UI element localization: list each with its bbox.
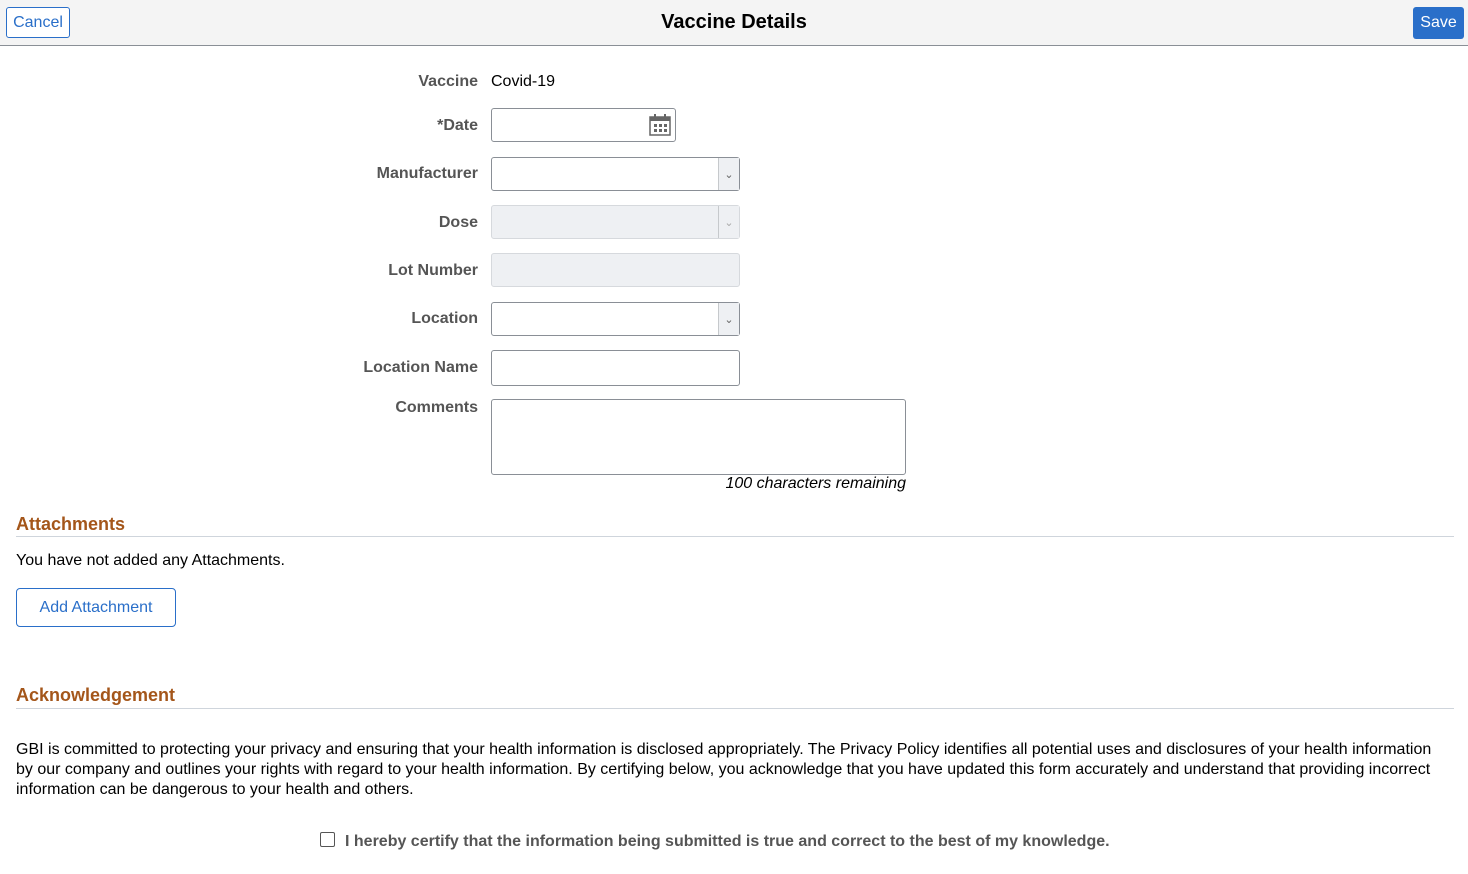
acknowledgement-heading: Acknowledgement — [16, 685, 176, 705]
comments-textarea[interactable] — [491, 399, 906, 475]
date-input[interactable] — [491, 108, 676, 142]
attachments-empty-text: You have not added any Attachments. — [16, 552, 285, 569]
add-attachment-button[interactable]: Add Attachment — [16, 588, 176, 627]
divider — [16, 536, 1454, 537]
location-name-input[interactable] — [491, 350, 740, 386]
dose-label: Dose — [438, 214, 478, 231]
certify-label[interactable]: I hereby certify that the information being submitted is true and correct to the best of my knowledge. — [345, 833, 1110, 850]
dose-select — [491, 205, 740, 239]
manufacturer-label: Manufacturer — [376, 165, 478, 182]
location-label: Location — [411, 310, 478, 327]
location-name-label: Location Name — [363, 359, 478, 376]
lot-number-label: Lot Number — [388, 262, 478, 279]
comments-label: Comments — [395, 399, 478, 416]
divider — [16, 708, 1454, 709]
vaccine-value: Covid-19 — [491, 73, 556, 90]
page-title: Vaccine Details — [661, 11, 807, 33]
lot-number-input — [491, 253, 740, 287]
cancel-button[interactable]: Cancel — [6, 7, 70, 38]
certify-checkbox[interactable] — [320, 832, 335, 847]
header-bar — [0, 0, 1468, 46]
chevron-down-icon: ⌄ — [718, 158, 739, 190]
calendar-icon[interactable] — [649, 114, 671, 136]
vaccine-label: Vaccine — [418, 73, 478, 90]
date-label: *Date — [437, 117, 478, 134]
chars-remaining: 100 characters remaining — [725, 475, 906, 492]
save-button[interactable]: Save — [1413, 7, 1464, 39]
acknowledgement-text: GBI is committed to protecting your privacy and ensuring that your health information is disclosed appropriately. The Privacy Policy identifies all potential uses and disclosures of your health information by our company and outlines your rights with regard to your health information. By certifying below, you acknowledge that you have updated this form accurately and understand that providing incorrect information can be dangerous to your health and others. — [16, 741, 1432, 798]
attachments-heading: Attachments — [16, 514, 126, 534]
chevron-down-icon: ⌄ — [718, 206, 739, 238]
location-select[interactable] — [491, 302, 740, 336]
manufacturer-select[interactable] — [491, 157, 740, 191]
chevron-down-icon: ⌄ — [718, 303, 739, 335]
